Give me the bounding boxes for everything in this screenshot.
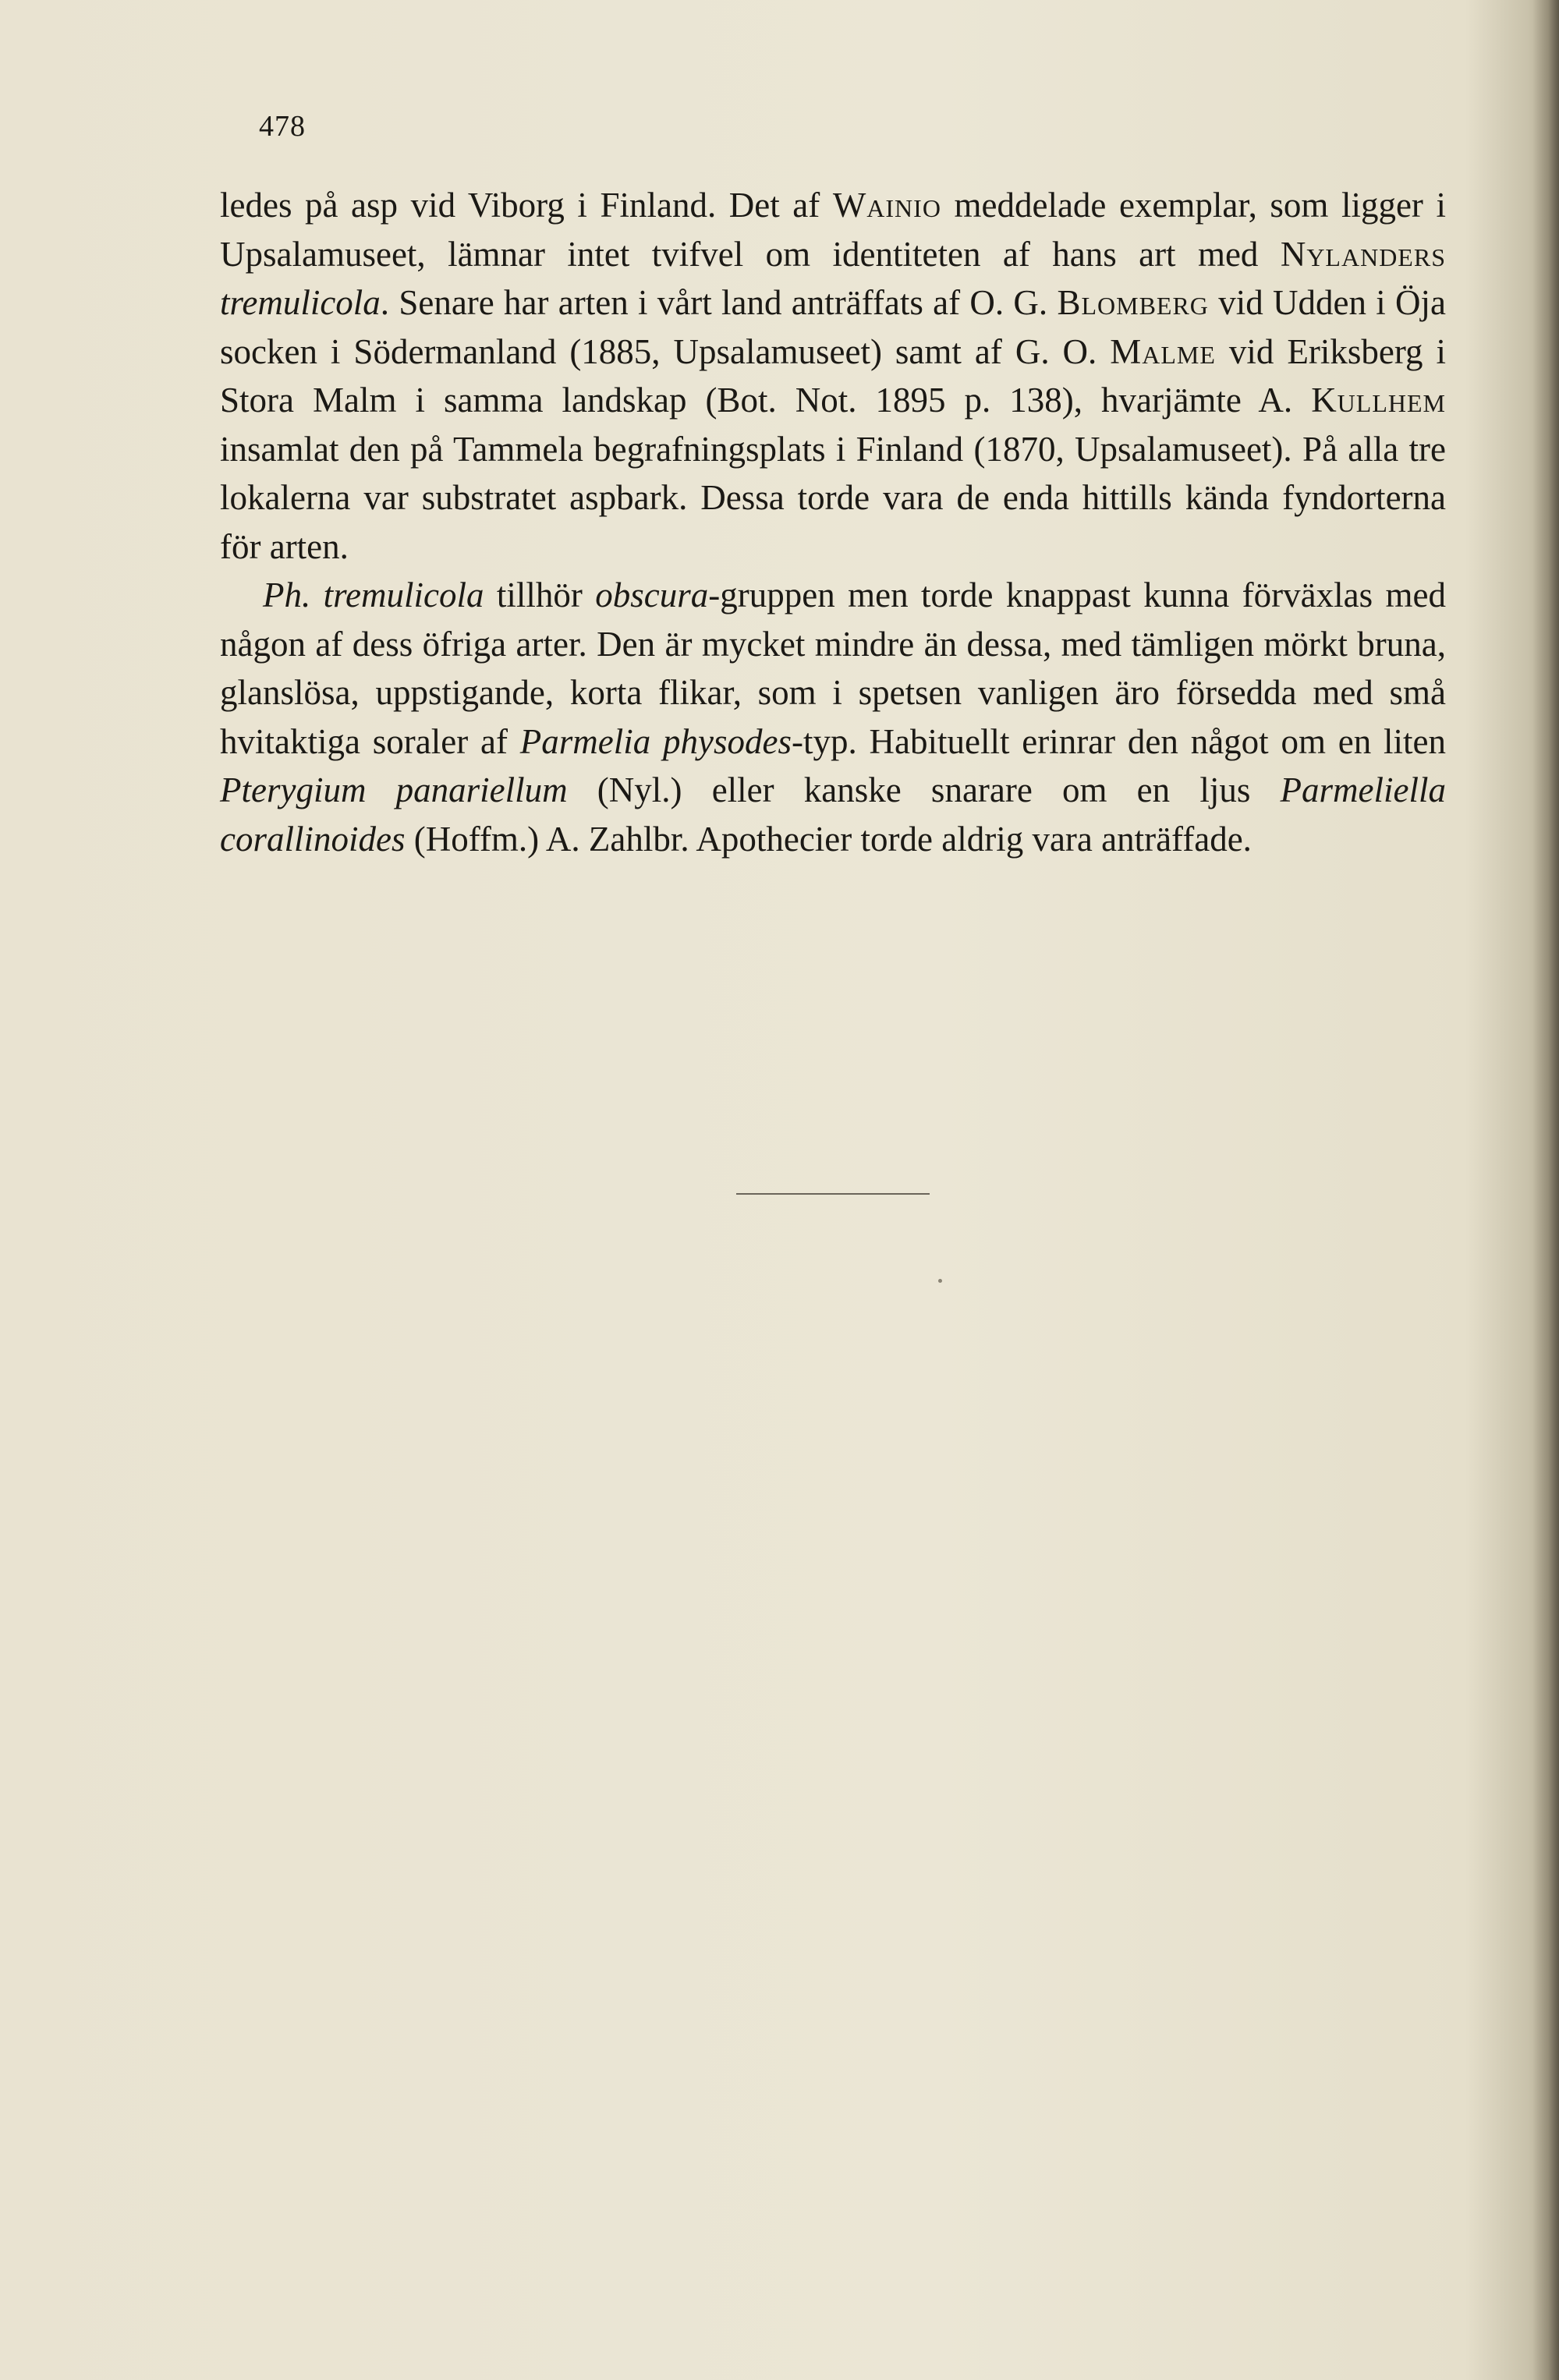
text-run: . Senare har arten i vårt land anträffats af O. G. xyxy=(380,283,1058,322)
species-name: Pterygium panariellum xyxy=(220,770,568,809)
author-name: Nylanders xyxy=(1280,234,1446,274)
paper-speck xyxy=(938,1279,942,1283)
author-name: Wainio xyxy=(832,186,941,225)
text-run: ledes på asp vid Viborg i Finland. Det af xyxy=(220,186,833,225)
text-run: tillhör xyxy=(484,576,596,614)
species-name: tremulicola xyxy=(220,283,381,322)
text-run: -gruppen men torde knappast kunna förväxlas med någon af dess öfriga arter. Den är mycket mindre än dessa, med tämligen mörkt bruna, glanslösa, uppstigande, korta flikar, som i spetsen vanligen äro försedda med små hvitaktiga soraler af xyxy=(220,576,1446,761)
text-run: -typ. Habituellt erinrar den något om en liten xyxy=(791,721,1446,761)
author-name: Kullhem xyxy=(1311,381,1446,420)
species-name: Parmeliella corallinoides xyxy=(220,770,1446,859)
section-rule xyxy=(736,1193,930,1195)
body-text xyxy=(220,181,1446,863)
text-run: meddelade exemplar, som ligger i Upsalamuseet, lämnar intet tvifvel om identiteten af hans art med xyxy=(220,186,1446,274)
species-name: Ph. tremulicola xyxy=(263,576,484,614)
group-name: obscura xyxy=(595,576,709,614)
page-number: 478 xyxy=(259,110,306,143)
author-name: Blomberg xyxy=(1057,283,1209,322)
text-run: (Hoffm.) A. Zahlbr. Apothecier torde aldrig vara anträffade. xyxy=(405,819,1252,859)
text-run: insamlat den på Tammela begrafningsplats i Finland (1870, Upsalamuseet). På alla tre lokalerna var substratet aspbark. Dessa torde vara de enda hittills kända fyndorterna för arten. xyxy=(220,429,1446,566)
text-run: vid Udden i Öja socken i Södermanland (1885, Upsalamuseet) samt af G. O. xyxy=(220,283,1446,371)
page-edge-shadow xyxy=(1532,0,1559,2380)
text-run: vid Eriksberg i Stora Malm i samma landskap (Bot. Not. 1895 p. 138), hvarjämte A. xyxy=(220,331,1447,420)
paragraph-1 xyxy=(220,181,1446,571)
text-run: (Nyl.) eller kanske snarare om en ljus xyxy=(567,770,1281,809)
paragraph-2 xyxy=(220,571,1446,863)
author-name: Malme xyxy=(1110,331,1216,371)
species-name: Parmelia physodes xyxy=(519,721,792,761)
